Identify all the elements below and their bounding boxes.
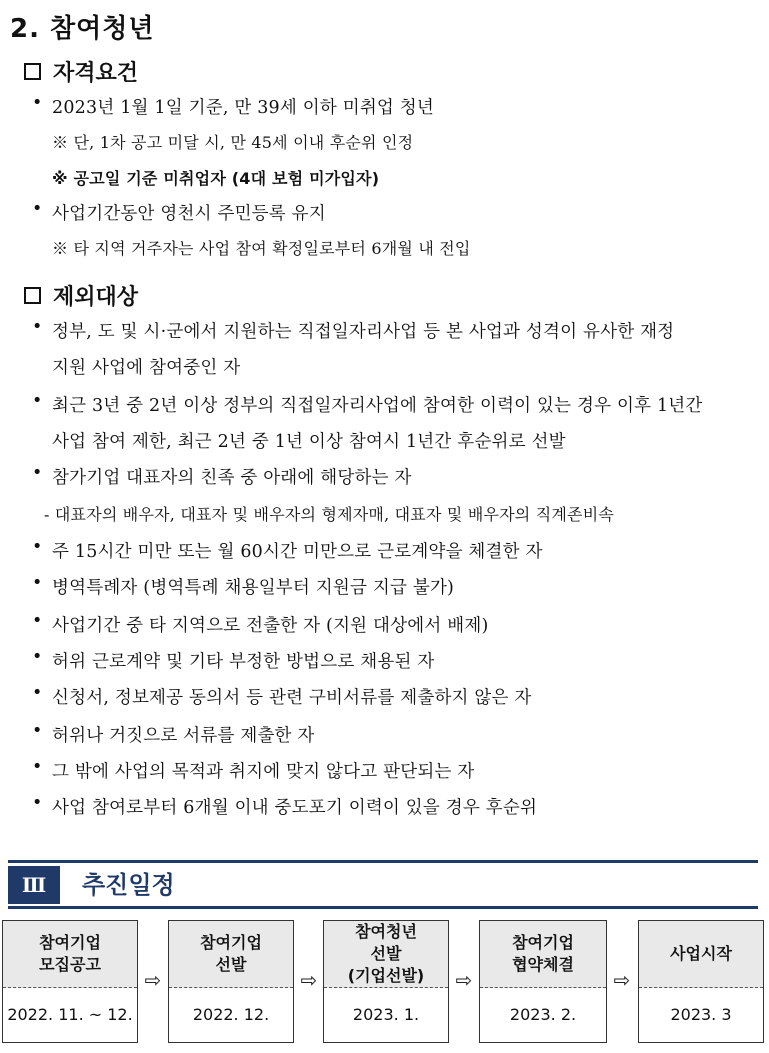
exclusion-item-11: • 사업 참여로부터 6개월 이내 중도포기 이력이 있을 경우 후순위 <box>52 794 537 819</box>
schedule-step-label: 참여기업 협약체결 <box>480 921 606 988</box>
exclusion-heading <box>24 280 138 311</box>
schedule-step-date: 2023. 3 <box>670 1004 732 1024</box>
section-3-title: 추진일정 <box>82 871 175 899</box>
section-3-number: Ⅲ <box>8 866 60 904</box>
schedule-step-2 <box>168 920 294 1043</box>
schedule-arrow-icon: ⇨ <box>300 968 318 992</box>
qualification-item-1: • 2023년 1월 1일 기준, 만 39세 이하 미취업 청년 <box>52 94 434 119</box>
exclusion-item-6: • 사업기간 중 타 지역으로 전출한 자 (지원 대상에서 배제) <box>52 612 488 637</box>
schedule-step-date: 2022. 11. ~ 12. <box>7 1004 133 1024</box>
schedule-step-date: 2023. 1. <box>352 1004 420 1024</box>
qualification-note-1: ※ 단, 1차 공고 미달 시, 만 45세 이내 후순위 인정 <box>52 133 414 152</box>
qualification-note-2: ※ 공고일 기준 미취업자 (4대 보험 미가입자) <box>52 169 380 188</box>
schedule-arrow-icon: ⇨ <box>144 968 162 992</box>
exclusion-item-7: • 허위 근로계약 및 기타 부정한 방법으로 채용된 자 <box>52 648 434 673</box>
exclusion-item-9: • 허위나 거짓으로 서류를 제출한 자 <box>52 722 315 747</box>
section-3-rule-top <box>8 860 758 863</box>
exclusion-item-2: • 최근 3년 중 2년 이상 정부의 직접일자리사업에 참여한 이력이 있는 경우 이후 1년간 <box>52 392 703 417</box>
qualification-heading <box>24 56 138 87</box>
section-3-rule-bottom <box>8 906 758 909</box>
schedule-step-date: 2022. 12. <box>192 1004 270 1024</box>
checkbox-square-icon <box>24 63 41 80</box>
schedule-step-label: 참여청년 선발 (기업선발) <box>324 921 448 988</box>
schedule-step-4 <box>479 920 607 1043</box>
schedule-step-label: 사업시작 <box>639 921 763 988</box>
exclusion-item-5: • 병역특례자 (병역특례 채용일부터 지원금 지급 불가) <box>52 574 454 599</box>
exclusion-item-3: • 참가기업 대표자의 친족 중 아래에 해당하는 자 <box>52 464 412 489</box>
exclusion-item-10: • 그 밖에 사업의 목적과 취지에 맞지 않다고 판단되는 자 <box>52 758 474 783</box>
schedule-step-label: 참여기업 선발 <box>169 921 293 988</box>
qualification-note-3: ※ 타 지역 거주자는 사업 참여 확정일로부터 6개월 내 전입 <box>52 239 471 258</box>
qualification-heading-text: 자격요건 <box>53 61 139 86</box>
exclusion-item-2-cont: 사업 참여 제한, 최근 2년 중 1년 이상 참여시 1년간 후순위로 선발 <box>52 432 566 452</box>
schedule-step-label: 참여기업 모집공고 <box>3 921 137 988</box>
exclusion-item-1: • 정부, 도 및 시·군에서 지원하는 직접일자리사업 등 본 사업과 성격이 유사한 재정 <box>52 318 674 343</box>
checkbox-square-icon <box>24 287 41 304</box>
exclusion-item-8: • 신청서, 정보제공 동의서 등 관련 구비서류를 제출하지 않은 자 <box>52 684 532 709</box>
exclusion-item-4: • 주 15시간 미만 또는 월 60시간 미만으로 근로계약을 체결한 자 <box>52 538 543 563</box>
schedule-step-5 <box>638 920 764 1043</box>
exclusion-heading-text: 제외대상 <box>53 285 139 310</box>
schedule-step-3 <box>323 920 449 1043</box>
section-2-title: 2. 참여청년 <box>10 14 155 44</box>
qualification-item-2: • 사업기간동안 영천시 주민등록 유지 <box>52 200 326 225</box>
schedule-arrow-icon: ⇨ <box>455 968 473 992</box>
schedule-step-1 <box>2 920 138 1043</box>
schedule-arrow-icon: ⇨ <box>613 968 631 992</box>
schedule-step-date: 2023. 2. <box>509 1004 577 1024</box>
exclusion-item-1-cont: 지원 사업에 참여중인 자 <box>52 358 241 378</box>
exclusion-item-3-detail: - 대표자의 배우자, 대표자 및 배우자의 형제자매, 대표자 및 배우자의 직계존비속 <box>44 505 615 524</box>
